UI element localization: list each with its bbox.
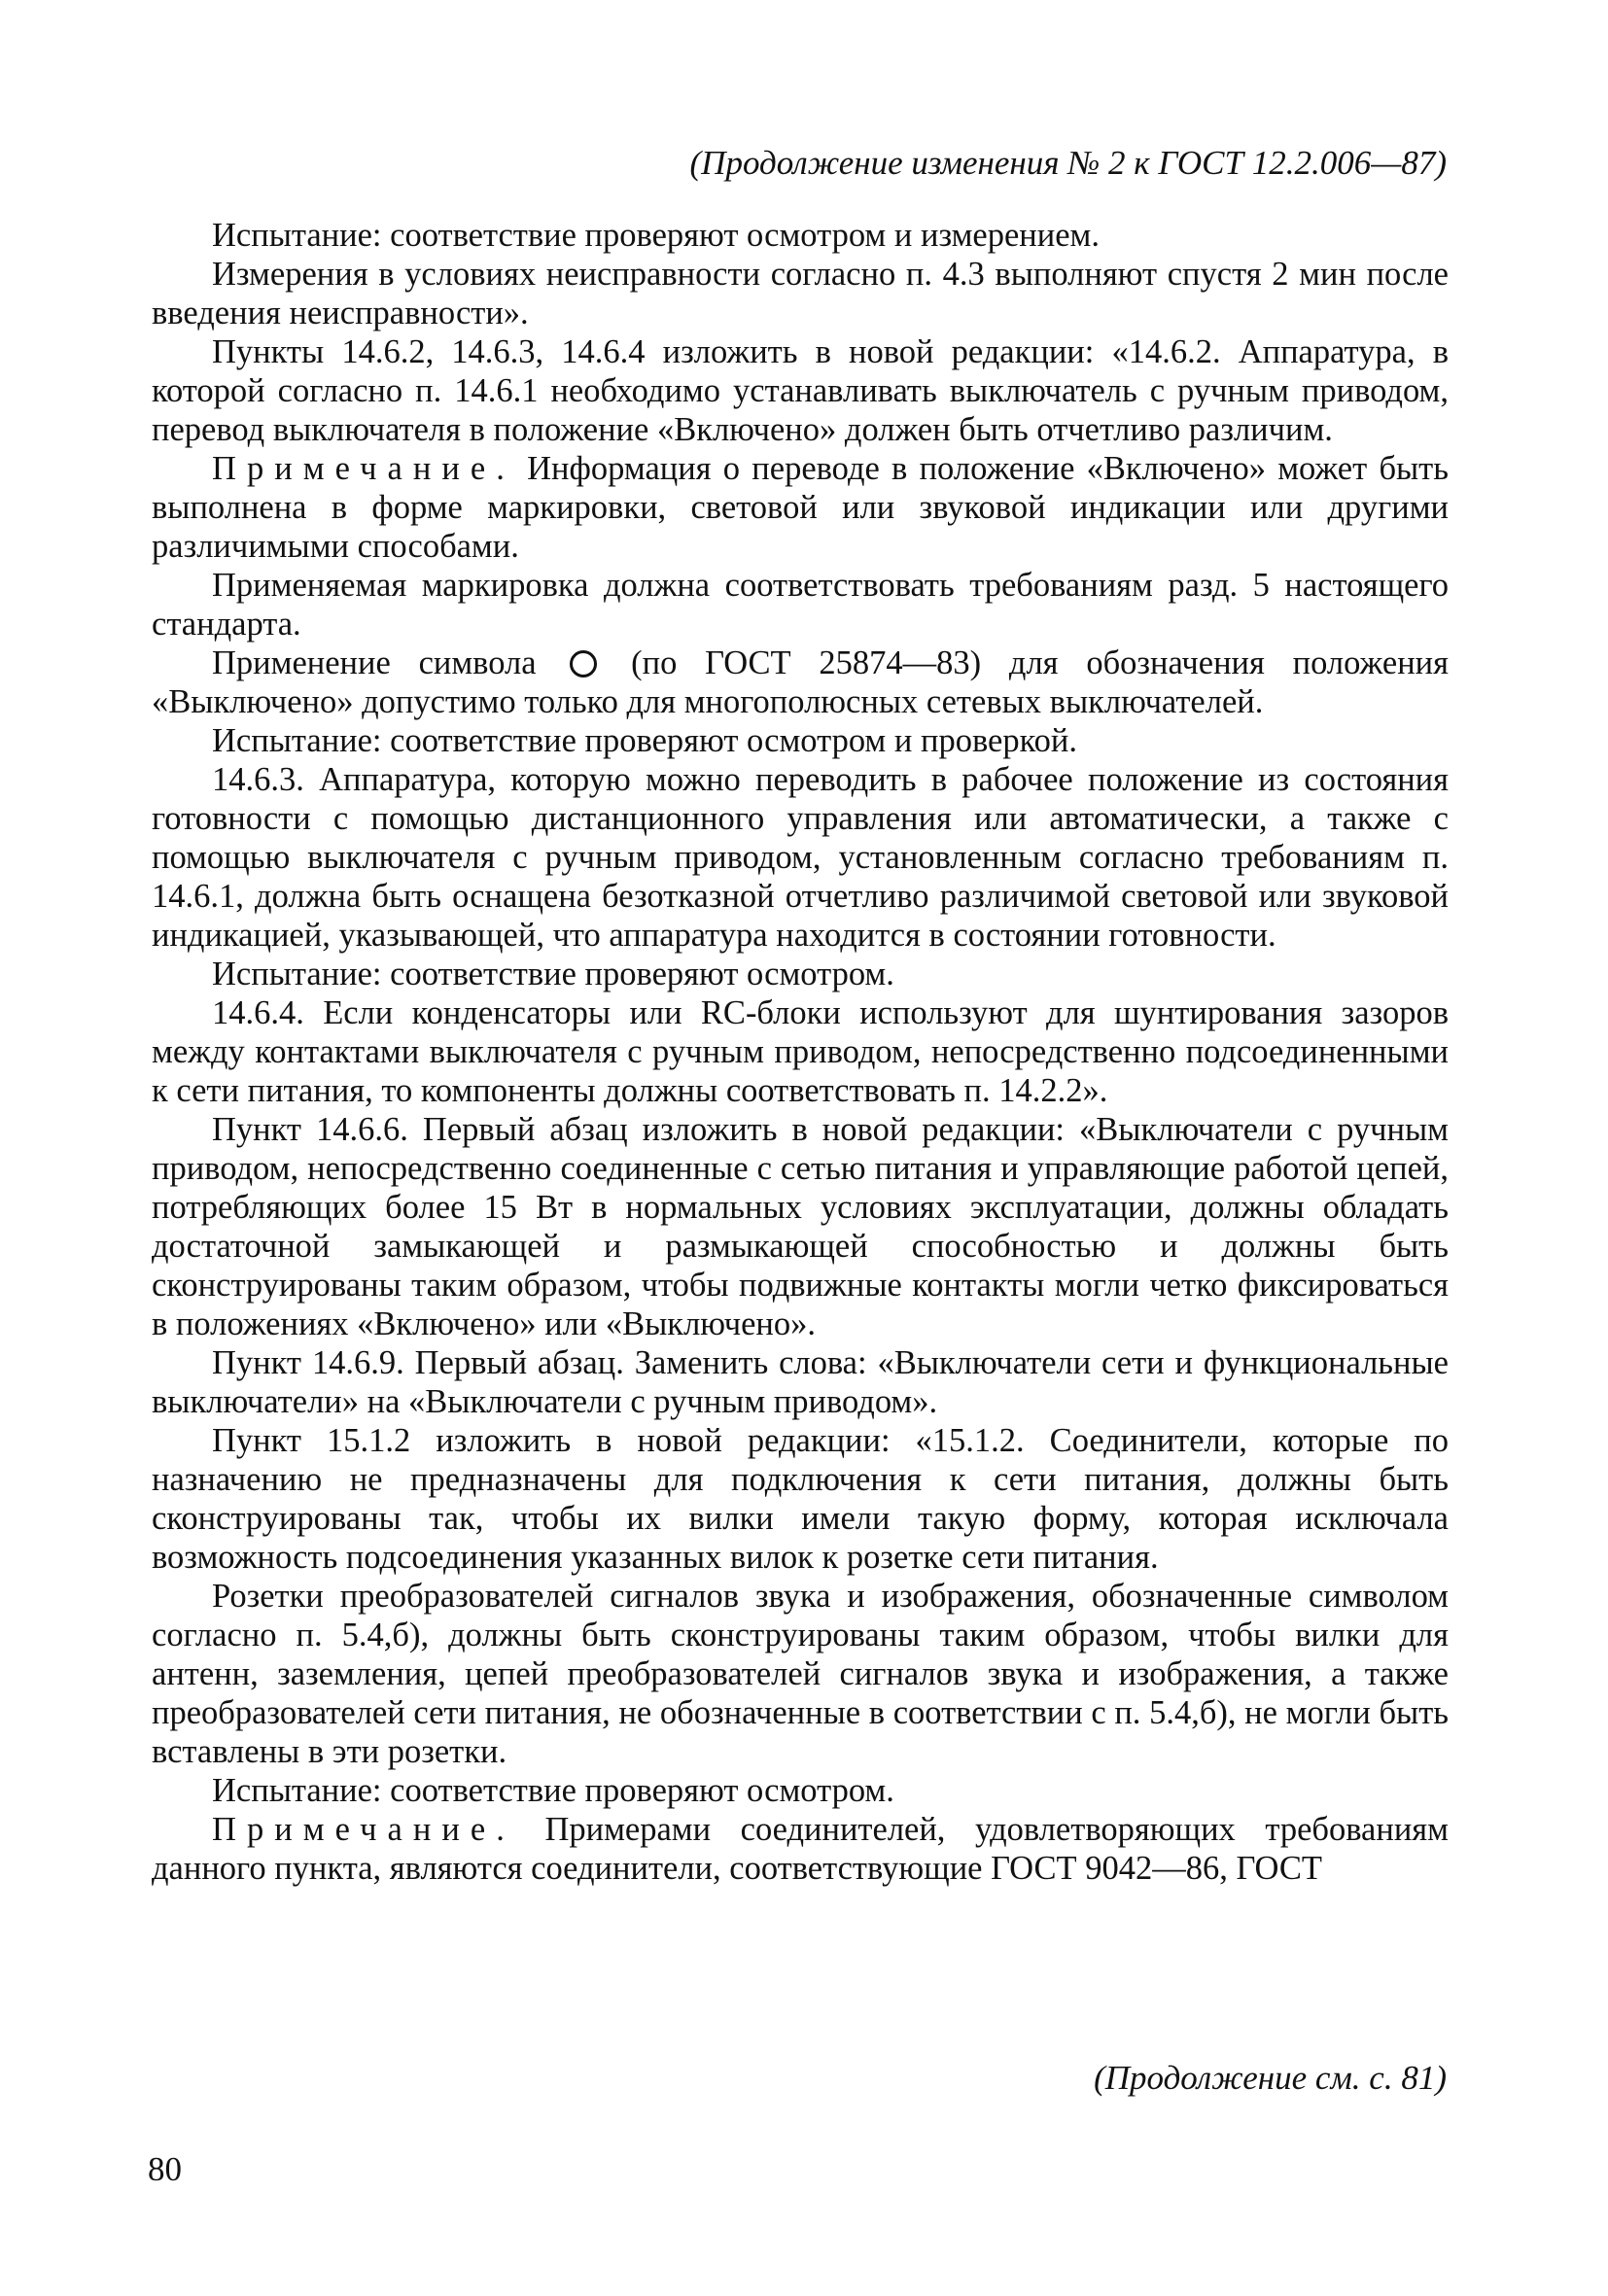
paragraph: Испытание: соответствие проверяют осмотром. [212,956,894,992]
note-text: Информация о переводе в положение «Включено» может быть выполнена в форме маркировки, световой или звуковой индикации или другими различимыми способами. [152,450,1449,565]
paragraph: Испытание: соответствие проверяют осмотром и проверкой. [212,722,1077,759]
paragraph: Пункт 15.1.2 изложить в новой редакции: «15.1.2. Соединители, которые по назначению не предназначены для подключения к сети питания, должны быть сконструированы так, чтобы их вилки имели такую форму, которая исключала возможность подсоединения указанных вилок к розетке сети питания. [152,1422,1449,1576]
paragraph: Пункт 14.6.9. Первый абзац. Заменить слова: «Выключатели сети и функциональные выключатели» на «Выключатели с ручным приводом». [152,1344,1449,1420]
paragraph: Пункты 14.6.2, 14.6.3, 14.6.4 изложить в новой редакции: «14.6.2. Аппаратура, в которой согласно п. 14.6.1 необходимо устанавливать выключатель с ручным приводом, перевод выключателя в положение «Включено» должен быть отчетливо различим. [152,333,1449,448]
paragraph: 14.6.4. Если конденсаторы или RC-блоки используют для шунтирования зазоров между контактами выключателя с ручным приводом, непосредственно подсоединенными к сети питания, то компоненты должны соответствовать п. 14.2.2». [152,994,1449,1109]
paragraph: 14.6.3. Аппаратура, которую можно переводить в рабочее положение из состояния готовности с помощью дистанционного управления или автоматически, а также с помощью выключателя с ручным приводом, установленным согласно требованиям п. 14.6.1, должна быть оснащена безотказной отчетливо различимой световой или звуковой индикацией, указывающей, что аппаратура находится в состоянии готовности. [152,761,1449,954]
page-number: 80 [148,2150,182,2188]
continuation-note: (Продолжение см. с. 81) [1094,2059,1447,2097]
paragraph: Применяемая маркировка должна соответствовать требованиям разд. 5 настоящего стандарта. [152,567,1449,643]
symbol-paragraph [152,644,1449,721]
paragraph: Пункт 14.6.6. Первый абзац изложить в новой редакции: «Выключатели с ручным приводом, непосредственно соединенные с сетью питания и управляющие работой цепей, потребляющих более 15 Вт в нормальных условиях эксплуатации, должны обладать достаточной замыкающей и размыкающей способностью и должны быть сконструированы таким образом, чтобы подвижные контакты могли четко фиксироваться в положениях «Включено» или «Выключено». [152,1111,1449,1342]
note-label: Примечание. [212,450,515,487]
paragraph: Испытание: соответствие проверяют осмотром и измерением. [212,217,1100,254]
paragraph: Испытание: соответствие проверяют осмотром. [212,1772,894,1809]
note-paragraph [152,1810,1449,1888]
note-paragraph [152,449,1449,566]
paragraph: Измерения в условиях неисправности согласно п. 4.3 выполняют спустя 2 мин после введения неисправности». [152,256,1449,331]
document-body [152,216,1449,1888]
page-header: (Продолжение изменения № 2 к ГОСТ 12.2.006—87) [689,144,1447,182]
symbol-text-after: (по ГОСТ 25874—83) для обозначения положения «Выключено» допустимо только для многополюсных сетевых выключателей. [152,644,1449,720]
off-position-circle-icon [570,650,597,678]
note-label: Примечание. [212,1811,515,1848]
symbol-text-before: Применение символа [212,644,537,681]
paragraph: Розетки преобразователей сигналов звука и изображения, обозначенные символом согласно п. 5.4,б), должны быть сконструированы таким образом, чтобы вилки для антенн, заземления, цепей преобразователей сигналов звука и изображения, а также преобразователей сети питания, не обозначенные в соответствии с п. 5.4,б), не могли быть вставлены в эти розетки. [152,1578,1449,1770]
note-text: Примерами соединителей, удовлетворяющих требованиям данного пункта, являются соединители, соответствующие ГОСТ 9042—86, ГОСТ [152,1811,1449,1887]
